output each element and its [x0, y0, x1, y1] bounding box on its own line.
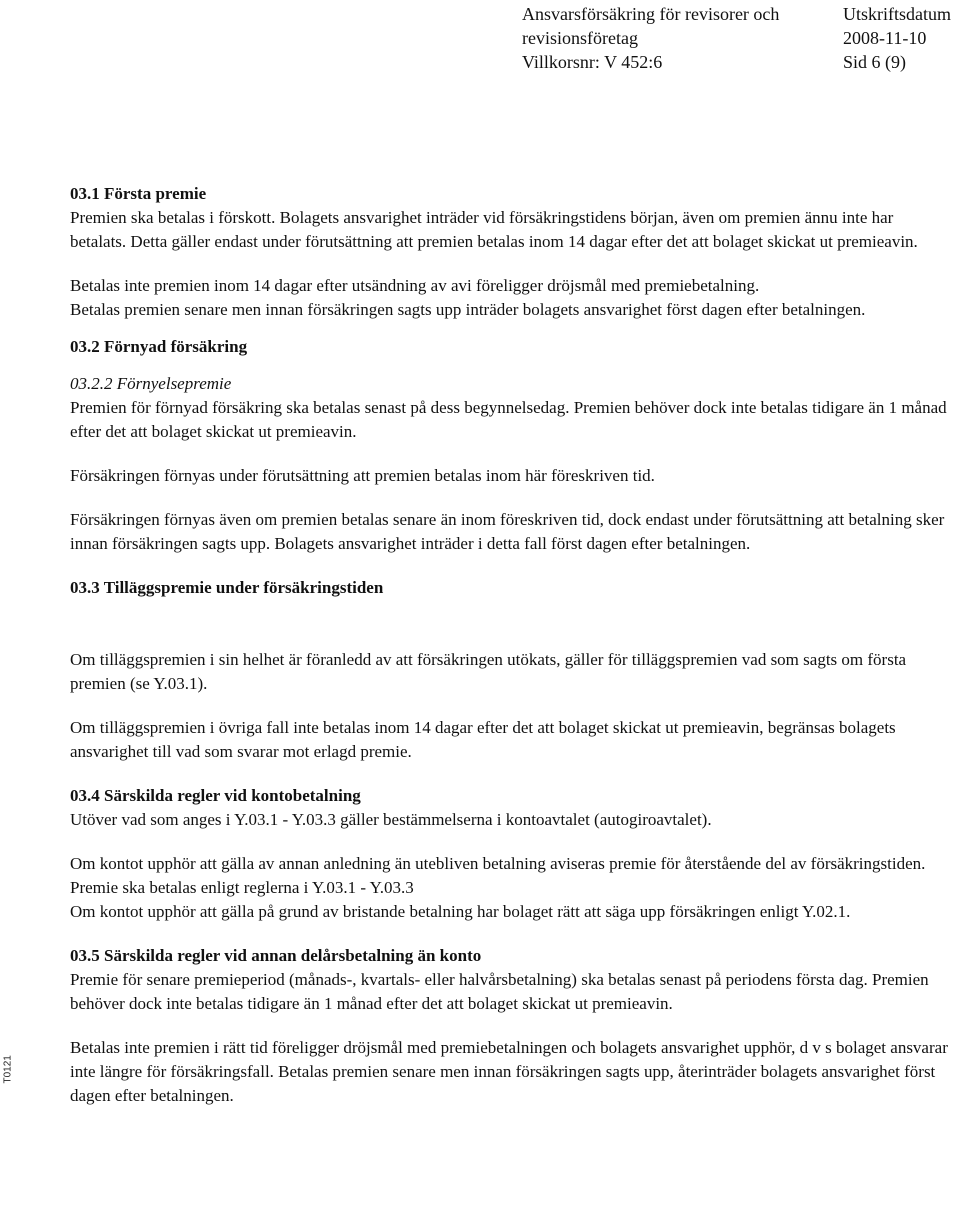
terms-number: Villkorsnr: V 452:6 [522, 52, 663, 72]
side-form-code [0, 1040, 14, 1090]
document-title-line2: revisionsföretag [522, 28, 638, 48]
paragraph: Utöver vad som anges i Y.03.1 - Y.03.3 gäller bestämmelserna i kontoavtalet (autogiroavtalet). [70, 810, 712, 829]
document-body [70, 182, 950, 1108]
paragraph: Försäkringen förnyas under förutsättning att premien betalas inom här föreskriven tid. [70, 466, 655, 485]
document-header-right [843, 2, 958, 74]
print-date-label: Utskriftsdatum [843, 4, 951, 24]
paragraph: Om kontot upphör att gälla av annan anledning än utebliven betalning aviseras premie för återstående del av försäkringstiden. Premie ska betalas enligt reglerna i Y.03.1 - Y.03.3 [70, 854, 926, 897]
paragraph: Betalas premien senare men innan försäkringen sagts upp inträder bolagets ansvarighet först dagen efter betalningen. [70, 300, 866, 319]
document-header-left [522, 2, 822, 74]
paragraph: Premien ska betalas i förskott. Bolagets ansvarighet inträder vid försäkringstidens början, även om premien ännu inte har betalats. Detta gäller endast under förutsättning att premien betalas inom 14 dagar efter det att bolaget skickat ut premieavin. [70, 208, 918, 251]
section-heading-03-3: 03.3 Tilläggspremie under försäkringstiden [70, 578, 384, 597]
print-date: 2008-11-10 [843, 28, 927, 48]
paragraph: Betalas inte premien inom 14 dagar efter utsändning av avi föreligger dröjsmål med premiebetalning. [70, 276, 760, 295]
paragraph: Premien för förnyad försäkring ska betalas senast på dess begynnelsedag. Premien behöver dock inte betalas tidigare än 1 månad efter det att bolaget skickat ut premieavin. [70, 398, 947, 441]
form-code-label: T0121 [2, 1055, 14, 1084]
page-number: Sid 6 (9) [843, 52, 906, 72]
section-heading-03-4: 03.4 Särskilda regler vid kontobetalning [70, 786, 361, 805]
section-heading-03-1: 03.1 Första premie [70, 184, 207, 203]
section-heading-03-2: 03.2 Förnyad försäkring [70, 337, 248, 356]
paragraph: Om tilläggspremien i sin helhet är föranledd av att försäkringen utökats, gäller för tilläggspremien vad som sagts om första premien (se Y.03.1). [70, 650, 907, 693]
paragraph: Om kontot upphör att gälla på grund av bristande betalning har bolaget rätt att säga upp försäkringen enligt Y.02.1. [70, 902, 851, 921]
subsection-heading-03-2-2: 03.2.2 Förnyelsepremie [70, 374, 232, 393]
paragraph: Premie för senare premieperiod (månads-, kvartals- eller halvårsbetalning) ska betalas senast på periodens första dag. Premien behöver dock inte betalas tidigare än 1 månad efter det att bolaget skickat ut premieavin. [70, 970, 929, 1013]
paragraph: Betalas inte premien i rätt tid föreligger dröjsmål med premiebetalningen och bolagets ansvarighet upphör, d v s bolaget ansvarar inte längre för försäkringsfall. Betalas premien senare men innan försäkringen sagts upp, återinträder bolagets ansvarighet först dagen efter betalningen. [70, 1038, 948, 1105]
paragraph: Om tilläggspremien i övriga fall inte betalas inom 14 dagar efter det att bolaget skickat ut premieavin, begränsas bolagets ansvarighet till vad som svarar mot erlagd premie. [70, 718, 896, 761]
section-heading-03-5: 03.5 Särskilda regler vid annan delårsbetalning än konto [70, 946, 482, 965]
document-title-line1: Ansvarsförsäkring för revisorer och [522, 4, 780, 24]
paragraph: Försäkringen förnyas även om premien betalas senare än inom föreskriven tid, dock endast under förutsättning att betalning sker innan försäkringen sagts upp. Bolagets ansvarighet inträder i detta fall först dagen efter betalningen. [70, 510, 945, 553]
